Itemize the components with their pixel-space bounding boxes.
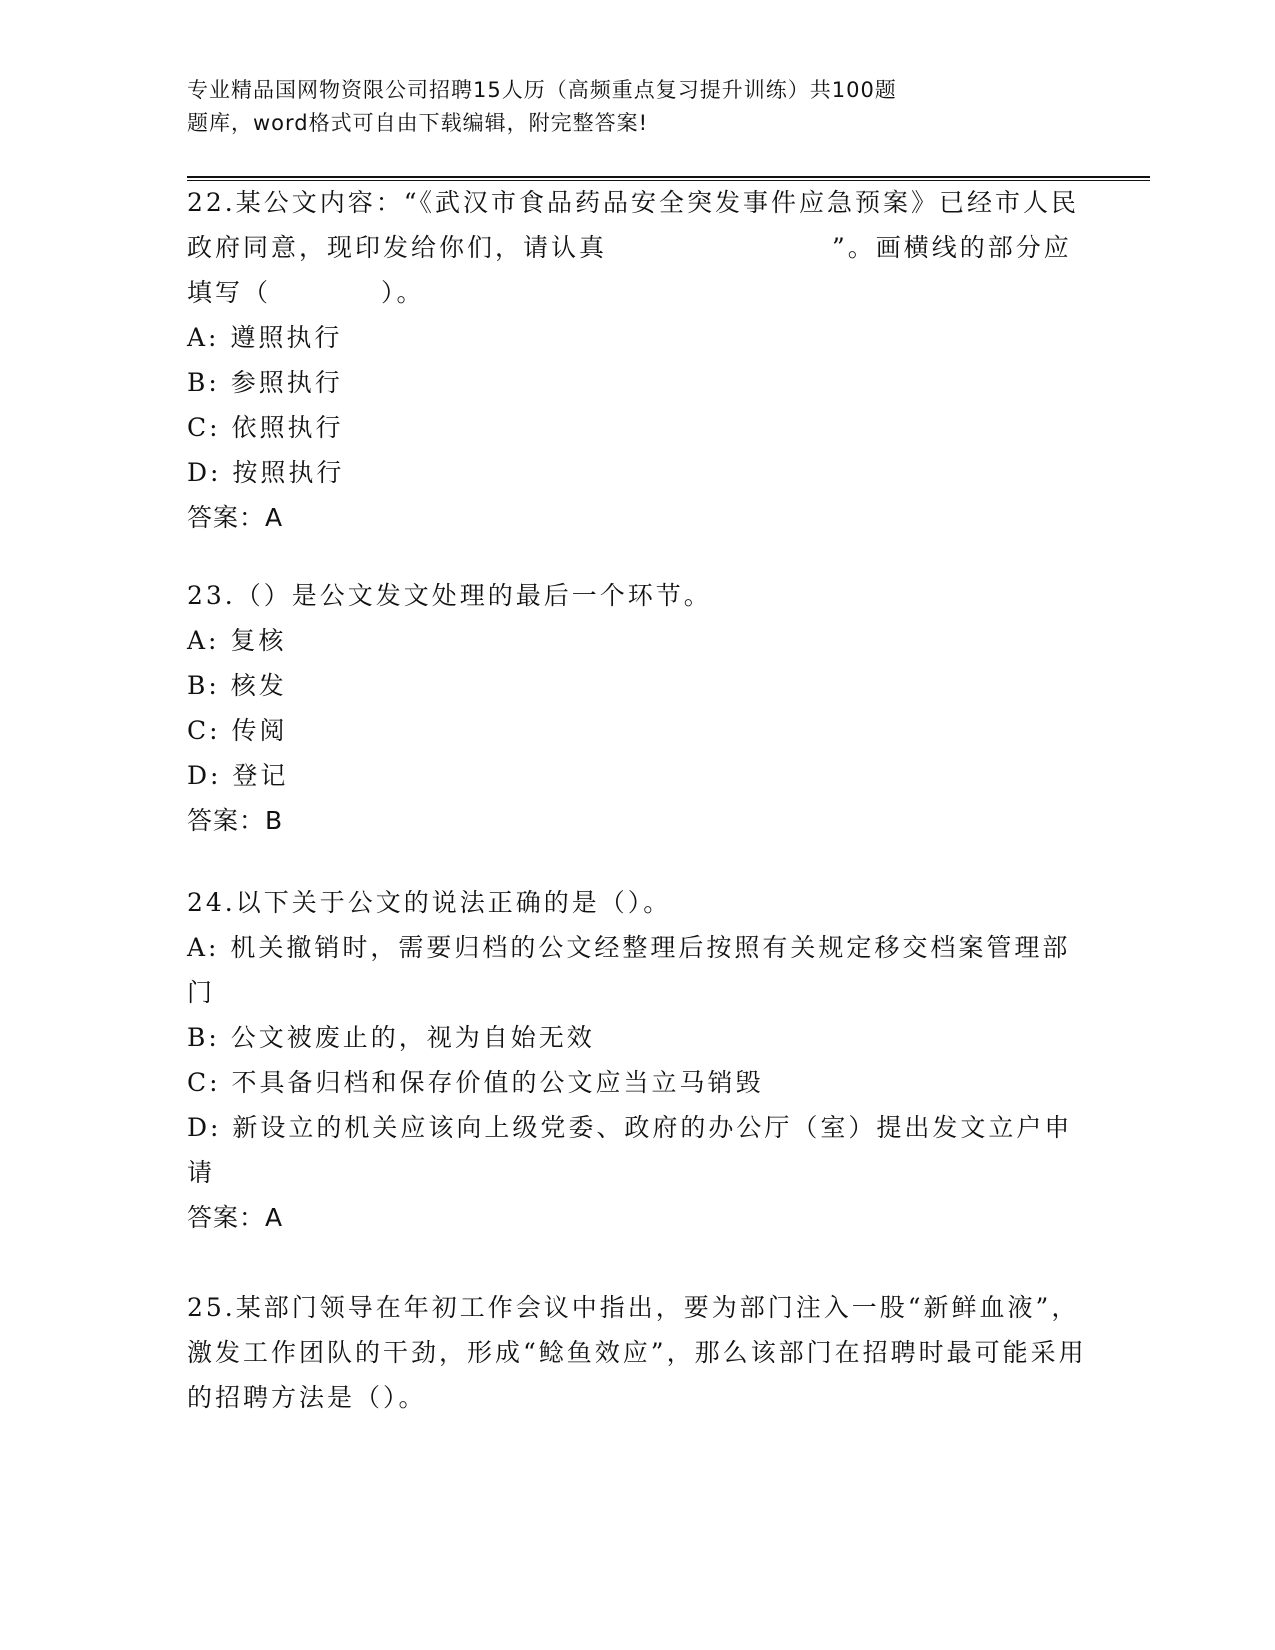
option-d: D: 按照执行 (187, 458, 345, 487)
option-c: C: 传阅 (187, 716, 288, 745)
answer: 答案：B (187, 806, 284, 835)
stem-text: ）。 (381, 278, 425, 307)
document-header (187, 74, 1007, 140)
answer: 答案：A (187, 503, 284, 532)
question-stem: 25.某部门领导在年初工作会议中指出，要为部门注入一股“新鲜血液”，激发工作团队的干劲，形成“鲶鱼效应”，那么该部门在招聘时最可能采用的招聘方法是（）。 (187, 1293, 1087, 1412)
option-b: B: 参照执行 (187, 368, 343, 397)
question-25 (187, 1285, 1087, 1420)
question-stem: 23.（）是公文发文处理的最后一个环节。 (187, 581, 712, 610)
option-c: C: 不具备归档和保存价值的公文应当立马销毁 (187, 1068, 764, 1097)
option-b: B: 公文被废止的，视为自始无效 (187, 1023, 595, 1052)
stem-text: 22.某公文内容：“《武汉市食品药品安全突发事件应急预案》已经市人民政府同意，现印发给你们，请认真 (187, 188, 1080, 262)
stem-text: ”。画横线的部分应填写（ (187, 233, 1072, 307)
option-a: A: 机关撤销时，需要归档的公文经整理后按照有关规定移交档案管理部门 (187, 933, 1071, 1007)
question-23 (187, 573, 1087, 843)
option-c: C: 依照执行 (187, 413, 344, 442)
option-d: D: 新设立的机关应该向上级党委、政府的办公厅（室）提出发文立户申请 (187, 1113, 1073, 1187)
question-24 (187, 880, 1087, 1240)
question-stem: 24.以下关于公文的说法正确的是（）。 (187, 888, 672, 917)
question-22 (187, 180, 1087, 540)
header-line-1: 专业精品国网物资限公司招聘15人历（高频重点复习提升训练）共100题 (187, 78, 897, 102)
header-line-2: 题库，word格式可自由下载编辑，附完整答案! (187, 111, 649, 135)
option-b: B: 核发 (187, 671, 287, 700)
option-d: D: 登记 (187, 761, 289, 790)
answer: 答案：A (187, 1203, 284, 1232)
option-a: A: 复核 (187, 626, 287, 655)
question-stem (187, 180, 1087, 315)
option-a: A: 遵照执行 (187, 323, 343, 352)
